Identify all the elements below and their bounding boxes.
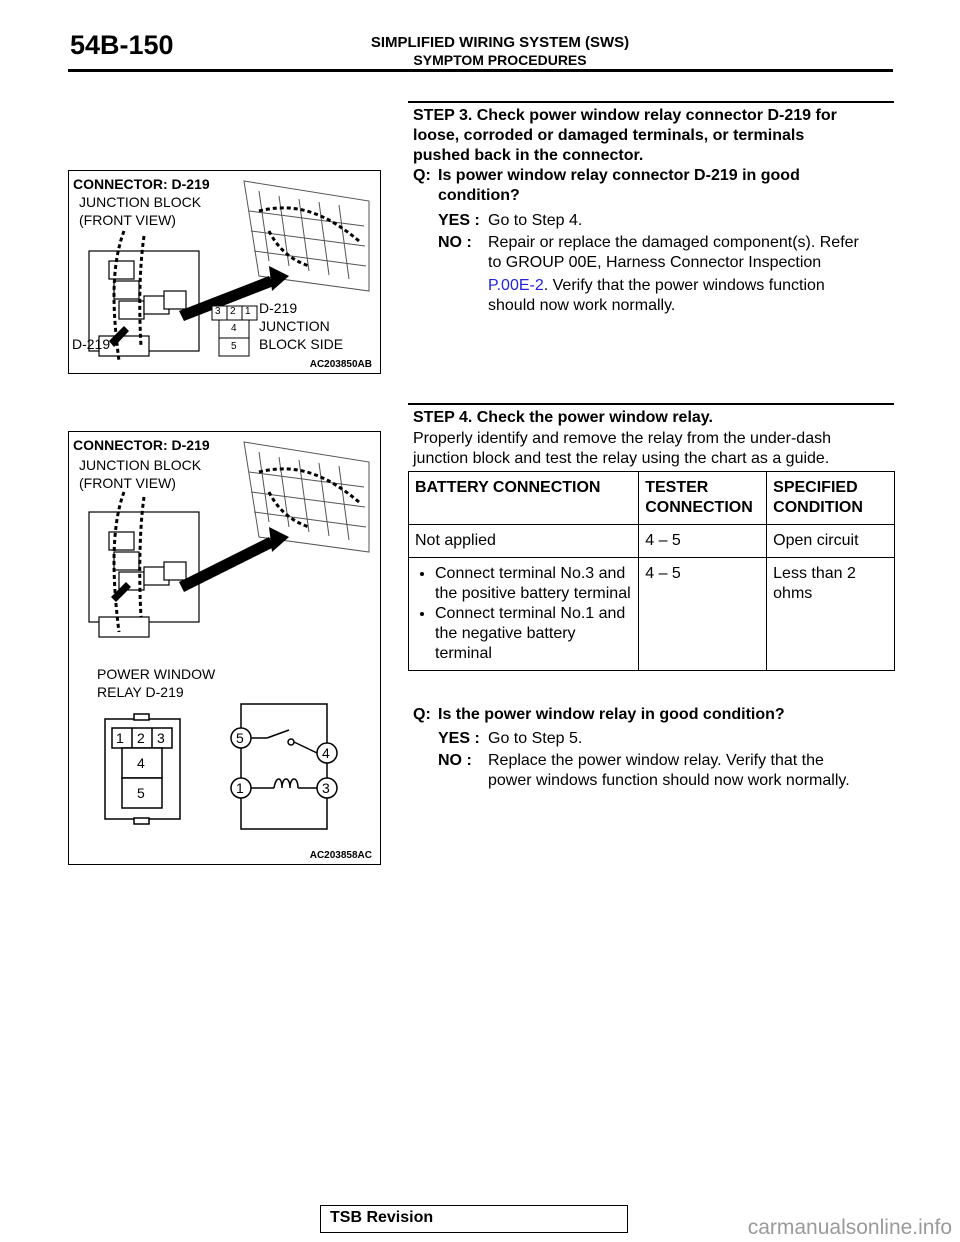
relay-illustration [69,432,380,864]
table-cell: Less than 2 ohms [767,558,895,671]
step4-yes-text: Go to Step 5. [488,730,583,747]
header-rule [68,69,893,72]
list-item: • Connect terminal No.1 and the negative battery terminal [435,604,632,664]
circuit-node-label: 3 [322,780,330,796]
step3-no-line2: to GROUP 00E, Harness Connector Inspection [488,254,822,271]
step4-no-line2: power windows function should now work normally. [488,772,850,789]
step3-rule [408,101,894,103]
step4-question: Is the power window relay in good condition? [438,706,785,723]
step3-no-line3-rest: . Verify that the power windows function [543,277,825,294]
figure1-view-line2: (FRONT VIEW) [79,212,176,228]
figure1-view-line1: JUNCTION BLOCK [79,194,202,210]
step3-question-line2: condition? [438,187,520,204]
figure1-callout-right-line2: JUNCTION [259,318,330,334]
circuit-node-label: 4 [322,745,330,761]
section-title: SIMPLIFIED WIRING SYSTEM (SWS) [370,34,630,51]
step3-yes-text: Go to Step 4. [488,212,583,229]
table-row [409,525,895,558]
step3-heading-line3: pushed back in the connector. [413,147,644,164]
pin-label: 2 [137,730,145,746]
pin-label: 1 [245,306,251,317]
step3-no-line3 [488,276,825,296]
step4-rule [408,403,894,405]
watermark: carmanualsonline.info [747,1216,952,1239]
pin-label: 3 [157,730,165,746]
figure2-code: AC203858AC [309,850,372,861]
pin-label: 4 [231,323,237,334]
circuit-node-label: 5 [236,730,244,746]
pin-label: 3 [215,306,221,317]
inspection-link[interactable]: P.00E-2 [488,277,544,294]
circuit-node-label: 1 [236,780,244,796]
step3-question-line1: Is power window relay connector D-219 in good [438,167,800,184]
figure1-code: AC203850AB [309,359,372,370]
figure1-callout-left: D-219 [72,336,111,352]
table-header-cell: TESTER CONNECTION [639,472,767,525]
table-cell: 4 – 5 [639,558,767,671]
footer-label: TSB Revision [330,1209,434,1226]
step4-intro-line2: junction block and test the relay using the chart as a guide. [413,450,830,467]
table-cell [409,558,639,671]
list-item: • Connect terminal No.3 and the positive battery terminal [435,564,632,604]
step4-heading: STEP 4. Check the power window relay. [413,409,713,426]
figure2-view-line2: (FRONT VIEW) [79,475,176,491]
figure1-callout-right-line3: BLOCK SIDE [259,336,344,352]
step4-question-prefix: Q: [413,706,431,723]
table-cell: Not applied [409,525,639,558]
step4-no-label: NO : [438,752,472,769]
figure1-callout-right-line1: D-219 [259,300,298,316]
page-number: 54B-150 [70,30,174,60]
pin-label: 5 [137,785,145,801]
step3-heading-line2: loose, corroded or damaged terminals, or terminals [413,127,805,144]
pin-label: 1 [116,730,124,746]
figure1-title: CONNECTOR: D-219 [73,176,210,192]
table-cell: Open circuit [767,525,895,558]
pin-label: 2 [230,306,236,317]
step4-no-line1: Replace the power window relay. Verify that the [488,752,824,769]
relay-label-line1: POWER WINDOW [97,666,216,682]
table-row [409,558,895,671]
connector-figure-1 [68,170,381,374]
relay-label-line2: RELAY D-219 [97,684,184,700]
step3-yes-label: YES : [438,212,480,229]
step3-no-line4: should now work normally. [488,297,676,314]
step3-question-prefix: Q: [413,167,431,184]
step4-intro-line1: Properly identify and remove the relay from the under-dash [413,430,831,447]
connector-figure-2 [68,431,381,865]
step3-heading-line1: STEP 3. Check power window relay connector D-219 for [413,107,837,124]
figure2-title: CONNECTOR: D-219 [73,437,210,453]
relay-test-table [408,471,895,671]
table-header-cell: SPECIFIED CONDITION [767,472,895,525]
battery-step-list [415,564,632,664]
step3-no-label: NO : [438,234,472,251]
table-header-row [409,472,895,525]
step3-no-line1: Repair or replace the damaged component(s). Refer [488,234,859,251]
pin-label: 5 [231,341,237,352]
step4-yes-label: YES : [438,730,480,747]
table-cell: 4 – 5 [639,525,767,558]
figure2-view-line1: JUNCTION BLOCK [79,457,202,473]
table-header-cell: BATTERY CONNECTION [409,472,639,525]
pin-label: 4 [137,755,145,771]
section-subtitle: SYMPTOM PROCEDURES [413,52,587,68]
